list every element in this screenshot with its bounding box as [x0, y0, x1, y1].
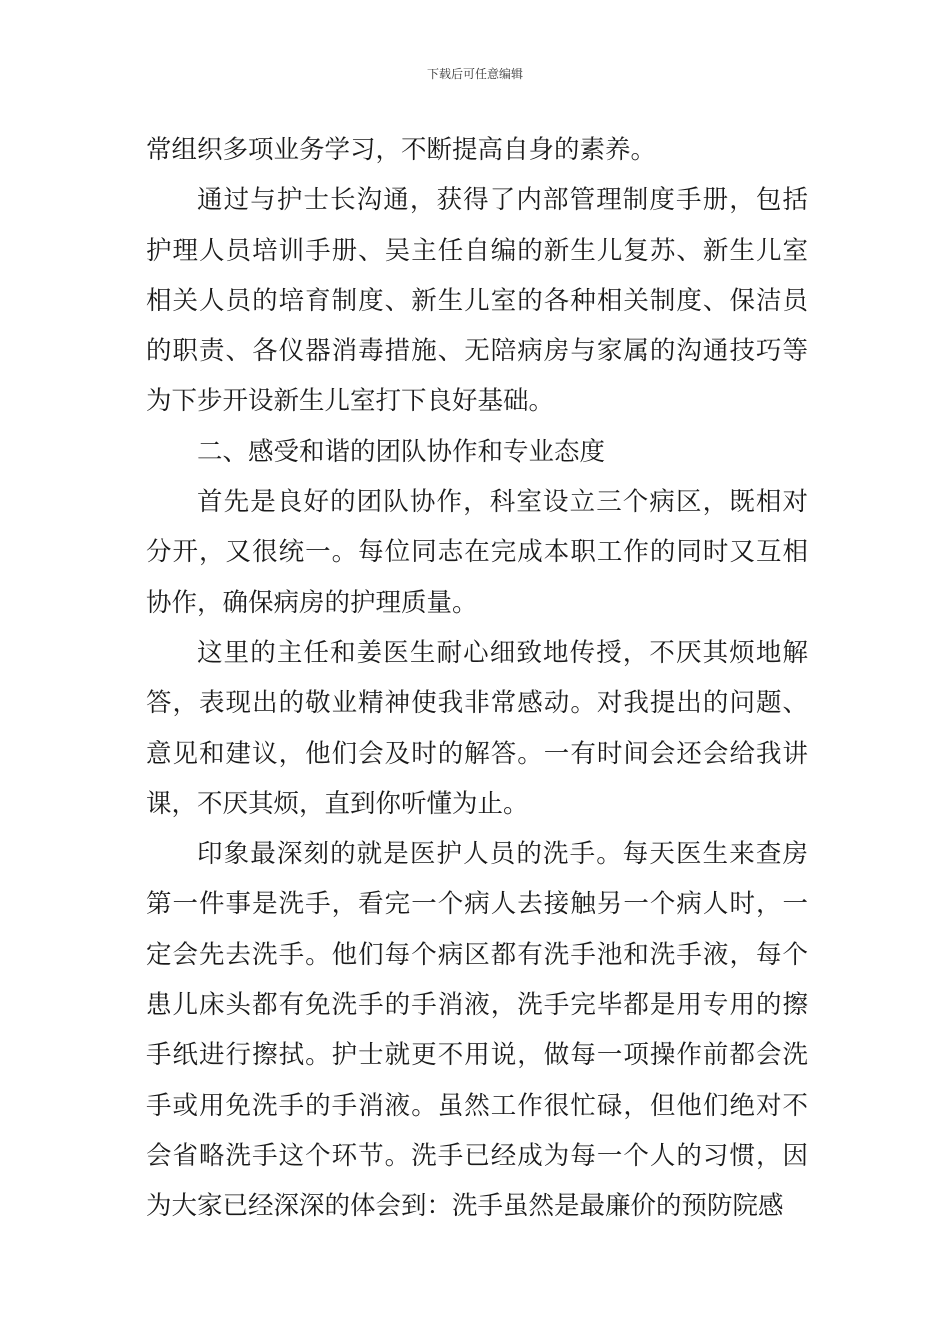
paragraph: 首先是良好的团队协作，科室设立三个病区，既相对分开，又很统一。每位同志在完成本职工作的同时又互相协作，确保病房的护理质量。	[146, 487, 808, 618]
page-header: 下载后可任意编辑	[426, 67, 523, 81]
paragraph: 印象最深刻的就是医护人员的洗手。每天医生来查房第一件事是洗手，看完一个病人去接触另一个病人时，一定会先去洗手。他们每个病区都有洗手池和洗手液，每个患儿床头都有免洗手的手消液，洗手完毕都是用专用的擦手纸进行擦拭。护士就更不用说，做每一项操作前都会洗手或用免洗手的手消液。虽然工作很忙碌，但他们绝对不会省略洗手这个环节。洗手已经成为每一个人的习惯，因为大家已经深深的体会到：洗手虽然是最廉价的预防院感	[146, 839, 808, 1222]
paragraph: 通过与护士长沟通，获得了内部管理制度手册，包括护理人员培训手册、吴主任自编的新生儿复苏、新生儿室相关人员的培育制度、新生儿室的各种相关制度、保洁员的职责、各仪器消毒措施、无陪病房与家属的沟通技巧等为下步开设新生儿室打下良好基础。	[146, 185, 808, 417]
document-body	[146, 125, 808, 1232]
paragraph: 这里的主任和姜医生耐心细致地传授，不厌其烦地解答，表现出的敬业精神使我非常感动。对我提出的问题、意见和建议，他们会及时的解答。一有时间会还会给我讲课，不厌其烦，直到你听懂为止。	[146, 637, 808, 819]
paragraph: 常组织多项业务学习，不断提高自身的素养。	[146, 135, 657, 165]
section-heading: 二、感受和谐的团队协作和专业态度	[197, 436, 606, 467]
